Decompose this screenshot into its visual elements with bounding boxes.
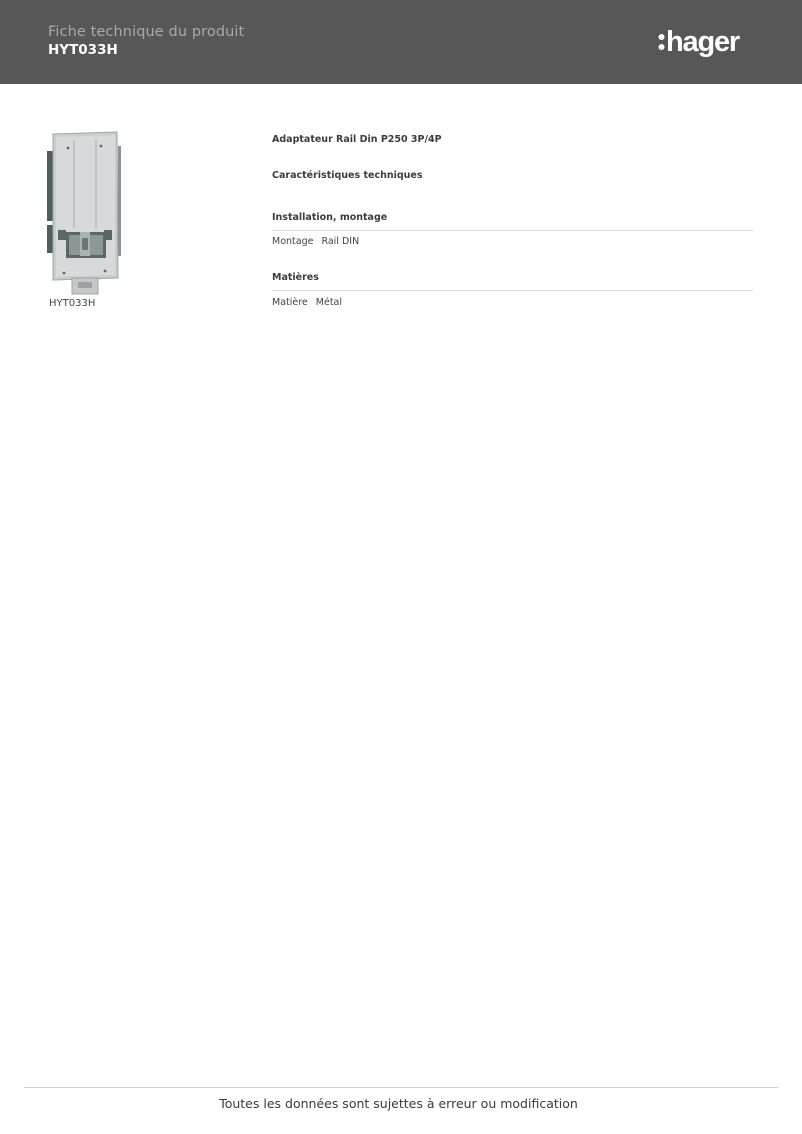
footer-disclaimer: Toutes les données sont sujettes à erreur ou modification <box>219 1096 578 1111</box>
svg-text:hager: hager <box>666 26 739 58</box>
product-title: Adaptateur Rail Din P250 3P/4P <box>272 134 442 145</box>
header-bar <box>0 0 802 84</box>
tech-specs-heading: Caractéristiques techniques <box>272 170 423 181</box>
section-title-materials: Matières <box>272 272 319 283</box>
din-rail-adapter-plate-image <box>44 128 124 298</box>
section-title-installation: Installation, montage <box>272 212 388 223</box>
spec-row-matiere <box>272 297 342 308</box>
spec-row-montage <box>272 236 359 247</box>
section-divider <box>272 230 753 231</box>
spec-label: Montage <box>272 236 314 247</box>
product-code-heading: HYT033H <box>48 42 118 58</box>
spec-value: Rail DIN <box>321 236 360 247</box>
hager-logo <box>658 22 756 60</box>
section-divider <box>272 290 753 291</box>
spec-label: Matière <box>272 297 308 308</box>
image-caption: HYT033H <box>49 298 96 309</box>
document-subtitle: Fiche technique du produit <box>48 24 245 40</box>
spec-value: Métal <box>315 297 343 308</box>
footer-divider <box>24 1087 778 1088</box>
